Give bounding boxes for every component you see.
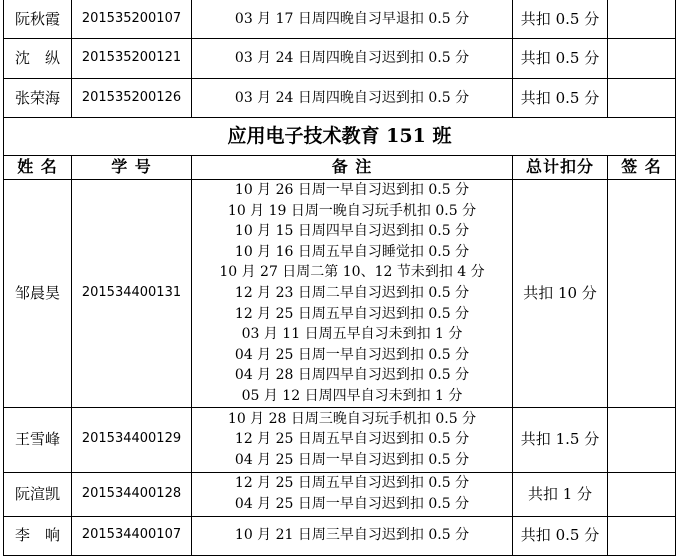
total-deduction: 共扣 0.5 分 <box>513 39 608 79</box>
signature-cell <box>608 516 676 555</box>
note-line: 04 月 25 日周一早自习迟到扣 0.5 分 <box>234 346 470 363</box>
signature-cell <box>608 39 676 79</box>
student-id: 201534400131 <box>72 180 192 408</box>
note-line: 03 月 17 日周四晚自习早退扣 0.5 分 <box>234 10 470 27</box>
table-row <box>4 407 676 472</box>
header-id: 学 号 <box>72 156 192 180</box>
table-row <box>4 516 676 555</box>
note-line: 12 月 25 日周五早自习迟到扣 0.5 分 <box>234 475 470 492</box>
note-cell <box>192 180 513 408</box>
total-deduction: 共扣 1 分 <box>513 472 608 516</box>
note-cell <box>192 516 513 555</box>
note-line: 10 月 27 日周二第 10、12 节未到扣 4 分 <box>219 264 485 281</box>
header-sign: 签 名 <box>608 156 676 180</box>
total-deduction: 共扣 0.5 分 <box>513 79 608 118</box>
note-line: 10 月 28 日周三晚自习玩手机扣 0.5 分 <box>227 410 477 427</box>
table-row <box>4 472 676 516</box>
header-total: 总计扣分 <box>513 156 608 180</box>
table-row <box>4 79 676 118</box>
note-line: 10 月 16 日周五早自习睡觉扣 0.5 分 <box>234 243 470 260</box>
student-name: 沈 纵 <box>4 39 72 79</box>
table-row <box>4 39 676 79</box>
note-line: 03 月 24 日周四晚自习迟到扣 0.5 分 <box>234 50 470 67</box>
total-deduction: 共扣 10 分 <box>513 180 608 408</box>
note-cell <box>192 407 513 472</box>
note-cell <box>192 472 513 516</box>
note-line: 10 月 21 日周三早自习迟到扣 0.5 分 <box>234 527 470 544</box>
header-row <box>4 156 676 180</box>
note-line: 12 月 25 日周五早自习迟到扣 0.5 分 <box>234 431 470 448</box>
class-title-row <box>4 118 676 156</box>
note-cell <box>192 0 513 39</box>
table-row <box>4 180 676 408</box>
student-name: 阮渲凯 <box>4 472 72 516</box>
note-cell <box>192 39 513 79</box>
student-name: 王雪峰 <box>4 407 72 472</box>
student-id: 201534400129 <box>72 407 192 472</box>
signature-cell <box>608 407 676 472</box>
table-row <box>4 0 676 39</box>
note-line: 12 月 25 日周五早自习迟到扣 0.5 分 <box>234 305 470 322</box>
note-line: 10 月 26 日周一早自习迟到扣 0.5 分 <box>234 182 470 198</box>
student-name: 李 响 <box>4 516 72 555</box>
total-deduction: 共扣 1.5 分 <box>513 407 608 472</box>
student-name: 阮秋霞 <box>4 0 72 39</box>
student-id: 201535200121 <box>72 39 192 79</box>
note-line: 12 月 23 日周二早自习迟到扣 0.5 分 <box>234 284 470 301</box>
note-line: 04 月 25 日周一早自习迟到扣 0.5 分 <box>234 496 470 513</box>
class-title: 应用电子技术教育 151 班 <box>4 118 676 156</box>
header-note: 备 注 <box>192 156 513 180</box>
note-line: 10 月 15 日周四早自习迟到扣 0.5 分 <box>234 223 470 240</box>
total-deduction: 共扣 0.5 分 <box>513 0 608 39</box>
signature-cell <box>608 472 676 516</box>
signature-cell <box>608 79 676 118</box>
note-line: 03 月 11 日周五早自习未到扣 1 分 <box>241 326 463 343</box>
student-id: 201534400107 <box>72 516 192 555</box>
deduction-table <box>3 0 676 556</box>
note-line: 10 月 19 日周一晚自习玩手机扣 0.5 分 <box>227 202 477 219</box>
student-id: 201534400128 <box>72 472 192 516</box>
total-deduction: 共扣 0.5 分 <box>513 516 608 555</box>
student-name: 邹晨昊 <box>4 180 72 408</box>
student-id: 201535200126 <box>72 79 192 118</box>
note-line: 04 月 28 日周四早自习迟到扣 0.5 分 <box>234 367 470 384</box>
signature-cell <box>608 0 676 39</box>
note-cell <box>192 79 513 118</box>
header-name: 姓 名 <box>4 156 72 180</box>
student-id: 201535200107 <box>72 0 192 39</box>
student-name: 张荣海 <box>4 79 72 118</box>
note-line: 05 月 12 日周四早自习未到扣 1 分 <box>241 387 463 404</box>
note-line: 03 月 24 日周四晚自习迟到扣 0.5 分 <box>234 89 470 106</box>
signature-cell <box>608 180 676 408</box>
note-line: 04 月 25 日周一早自习迟到扣 0.5 分 <box>234 451 470 468</box>
